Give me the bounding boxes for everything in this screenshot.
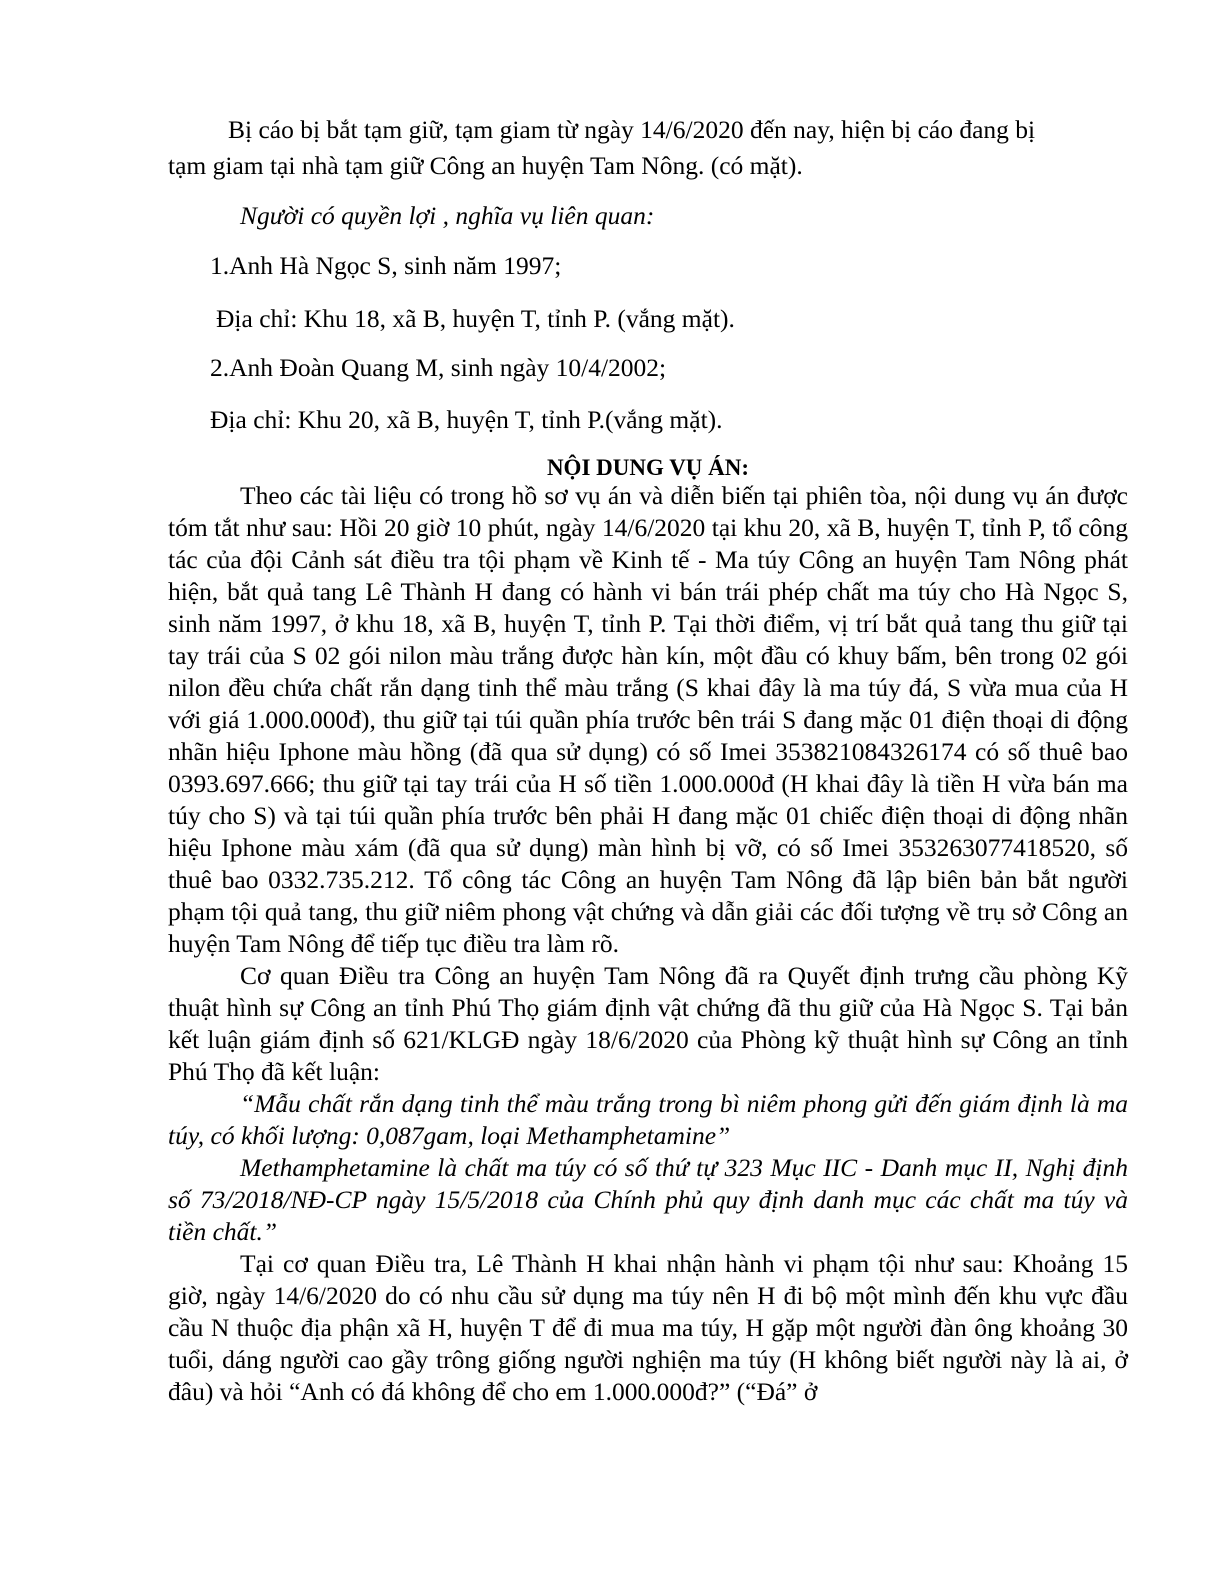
person-2-address: Địa chỉ: Khu 20, xã B, huyện T, tỉnh P.(vắng mặt). [210,405,723,434]
person-2-name: 2.Anh Đoàn Quang M, sinh ngày 10/4/2002; [210,353,667,382]
related-parties-heading: Người có quyền lợi , nghĩa vụ liên quan: [240,201,655,230]
quote-conclusion: “Mẫu chất rắn dạng tinh thể màu trắng trong bì niêm phong gửi đến giám định là ma túy, có khối lượng: 0,087gam, loại Methamphetamine” [168,1089,1128,1150]
person-1-name: 1.Anh Hà Ngọc S, sinh năm 1997; [210,251,562,280]
person-1-address: Địa chỉ: Khu 18, xã B, huyện T, tỉnh P. (vắng mặt). [216,304,735,333]
quote-legal-basis: Methamphetamine là chất ma túy có số thứ tự 323 Mục IIC - Danh mục II, Nghị định số 73/2018/NĐ-CP ngày 15/5/2018 của Chính phủ quy định danh mục các chất ma túy và tiền chất.” [168,1153,1128,1246]
paragraph-expertise: Cơ quan Điều tra Công an huyện Tam Nông đã ra Quyết định trưng cầu phòng Kỹ thuật hình sự Công an tỉnh Phú Thọ giám định vật chứng đã thu giữ của Hà Ngọc S. Tại bản kết luận giám định số 621/KLGĐ ngày 18/6/2020 của Phòng kỹ thuật hình sự Công an tỉnh Phú Thọ đã kết luận: [168,961,1128,1086]
section-heading: NỘI DUNG VỤ ÁN: [546,455,750,480]
body-text [168,480,1128,1408]
intro-line-1: Bị cáo bị bắt tạm giữ, tạm giam từ ngày 14/6/2020 đến nay, hiện bị cáo đang bị [228,115,1036,144]
intro-line-2: tạm giam tại nhà tạm giữ Công an huyện Tam Nông. (có mặt). [168,151,803,180]
paragraph-facts: Theo các tài liệu có trong hồ sơ vụ án và diễn biến tại phiên tòa, nội dung vụ án được tóm tắt như sau: Hồi 20 giờ 10 phút, ngày 14/6/2020 tại khu 20, xã B, huyện T, tỉnh P, tổ công tác của đội Cảnh sát điều tra tội phạm về Kinh tế - Ma túy Công an huyện Tam Nông phát hiện, bắt quả tang Lê Thành H đang có hành vi bán trái phép chất ma túy cho Hà Ngọc S, sinh năm 1997, ở khu 18, xã B, huyện T, tỉnh P. Tại thời điểm, vị trí bắt quả tang thu giữ tại tay trái của S 02 gói nilon màu trắng được hàn kín, một đầu có khuy bấm, bên trong 02 gói nilon đều chứa chất rắn dạng tinh thể màu trắng (S khai đây là ma túy đá, S vừa mua của H với giá 1.000.000đ), thu giữ tại túi quần phía trước bên trái S đang mặc 01 điện thoại di động nhãn hiệu Iphone màu hồng (đã qua sử dụng) có số Imei 353821084326174 có số thuê bao 0393.697.666; thu giữ tại tay trái của H số tiền 1.000.000đ (H khai đây là tiền H vừa bán ma túy cho S) và tại túi quần phía trước bên phải H đang mặc 01 chiếc điện thoại di động nhãn hiệu Iphone màu xám (đã qua sử dụng) màn hình bị vỡ, có số Imei 353263077418520, số thuê bao 0332.735.212. Tổ công tác Công an huyện Tam Nông đã lập biên bản bắt người phạm tội quả tang, thu giữ niêm phong vật chứng và dẫn giải các đối tượng về trụ sở Công an huyện Tam Nông để tiếp tục điều tra làm rõ. [168,481,1128,958]
paragraph-confession: Tại cơ quan Điều tra, Lê Thành H khai nhận hành vi phạm tội như sau: Khoảng 15 giờ, ngày 14/6/2020 do có nhu cầu sử dụng ma túy nên H đi bộ một mình đến khu vực đầu cầu N thuộc địa phận xã H, huyện T để đi mua ma túy, H gặp một người đàn ông khoảng 30 tuổi, dáng người cao gầy trông giống người nghiện ma túy (H không biết người này là ai, ở đâu) và hỏi “Anh có đá không để cho em 1.000.000đ?” (“Đá” ở [168,1249,1128,1406]
